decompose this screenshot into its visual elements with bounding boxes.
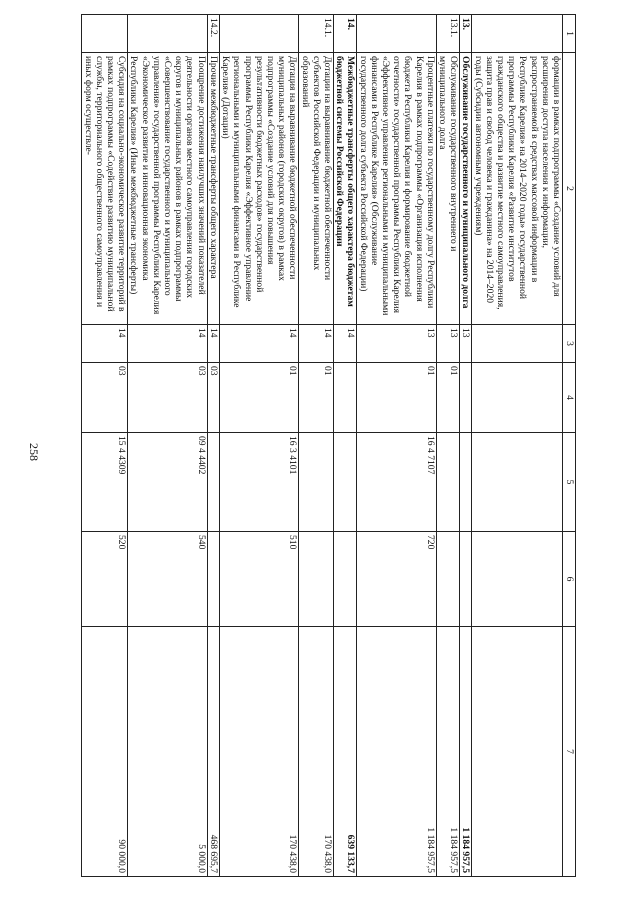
target-article-code: 09 4 4402 [128,433,207,532]
table-row [219,15,298,877]
row-name: Межбюджетные трансферты общего характера бюджетам бюджетной системы Российской Федерации [333,53,356,325]
table-row-continuation [472,15,563,877]
expense-type-code: 540 [128,532,207,627]
target-article-code [299,433,334,532]
expense-type-code: 520 [82,532,128,627]
expense-type-code [299,532,334,627]
budget-table [81,14,576,877]
header-cell: 7 [563,627,576,877]
expense-type-code: 510 [219,532,298,627]
table-row [207,15,219,877]
sum: 170 438,0 [299,627,334,877]
sum: 5 000,0 [128,627,207,877]
subsection-code: 01 [357,363,436,433]
target-article-code [207,433,219,532]
row-name: Дотации на выравнивание бюджетной обеспеченности субъектов Российской Федерации и муниципальных образований [299,53,334,325]
section-code: 14 [219,325,298,363]
row-number: 14.1. [299,15,334,53]
target-article-code [436,433,459,532]
target-article-code [333,433,356,532]
row-name: Поощрение достижения наилучших значений показателей деятельности органов местного самоуправления городских округов и муниципальных районов в рамках подпрограммы «Совершенствование государственного и муниципального управления» государственной программы Республики Карелия «Экономическое развитие и инновационная экономика Республики Карелия» (Иные межбюджетные трансферты) [128,53,207,325]
row-number: 14.2. [207,15,219,53]
table-row [299,15,334,877]
row-number [357,15,436,53]
section-code: 14 [299,325,334,363]
header-cell: 6 [563,532,576,627]
section-code: 14 [128,325,207,363]
row-name: Субсидия на социально-экономическое развитие территорий в рамках подпрограммы «Содействие развитию муниципальной службы, территориального общественного самоуправления и иных форм осуществле- [82,53,128,325]
section-code: 13 [436,325,459,363]
sum: 1 184 957,5 [460,627,472,877]
sum: 1 184 957,5 [357,627,436,877]
row-name: формации в рамках подпрограммы «Создание условий для расширения доступа населения к информации, распространяемой в средствах массовой информации в Республике Карелия» на 2014–2020 годы» государственной программы Республики Карелия «Развитие институтов гражданского общества и развитие местного самоуправления, защита прав и свобод человека и гражданина» на 2014–2020 годы (Субсидии автономным учреждениям) [472,53,563,325]
row-number: 13.1. [436,15,459,53]
sum: 1 184 957,5 [436,627,459,877]
table-row [436,15,459,877]
row-name: Обслуживание государственного и муниципального долга [460,53,472,325]
page-number: 258 [27,443,41,461]
target-article-code [460,433,472,532]
table-row [460,15,472,877]
subsection-code: 01 [299,363,334,433]
row-number [128,15,207,53]
expense-type-code: 720 [357,532,436,627]
table-row [333,15,356,877]
header-cell: 4 [563,363,576,433]
subsection-code: 03 [82,363,128,433]
row-number [219,15,298,53]
header-cell: 1 [563,15,576,53]
header-cell: 2 [563,53,576,325]
table-row [357,15,436,877]
row-name: Обслуживание государственного внутреннего и муниципального долга [436,53,459,325]
expense-type-code [460,532,472,627]
subsection-code [460,363,472,433]
row-name: Дотация на выравнивание бюджетной обеспеченности муниципальных районов (городских округов) в рамках подпрограммы «Создание условий для повышения результативности бюджетных расходов» государственной программы Республики Карелия «Эффективное управление региональными и муниципальными финансами в Республике Карелия» (Дотации) [219,53,298,325]
subsection-code [333,363,356,433]
target-article-code: 15 4 4309 [82,433,128,532]
section-code: 14 [82,325,128,363]
header-cell: 3 [563,325,576,363]
section-code: 14 [333,325,356,363]
sum: 90 000,0 [82,627,128,877]
row-number: 14. [333,15,356,53]
subsection-code: 01 [436,363,459,433]
target-article-code: 16 3 4101 [219,433,298,532]
section-code: 13 [460,325,472,363]
header-row [563,15,576,877]
subsection-code: 01 [219,363,298,433]
row-number [82,15,128,53]
row-name: Процентные платежи по государственному долгу Республики Карелия в рамках подпрограммы «Организация исполнения бюджета Республики Карелия и формирование бюджетной отчетности» государственной программы Республики Карелия «Эффективное управление региональными и муниципальными финансами в Республике Карелия» (Обслуживание государственного долга субъекта Российской Федерации) [357,53,436,325]
table-row [128,15,207,877]
sum: 639 133,7 [333,627,356,877]
subsection-code: 03 [207,363,219,433]
section-code: 14 [207,325,219,363]
row-name: Прочие межбюджетные трансферты общего характера [207,53,219,325]
subsection-code: 03 [128,363,207,433]
target-article-code: 16 4 7107 [357,433,436,532]
rotated-page [60,6,580,886]
row-number: 13. [460,15,472,53]
header-cell: 5 [563,433,576,532]
sum: 468 695,7 [207,627,219,877]
sum: 170 438,0 [219,627,298,877]
section-code: 13 [357,325,436,363]
table-row [82,15,128,877]
expense-type-code [436,532,459,627]
expense-type-code [207,532,219,627]
expense-type-code [333,532,356,627]
